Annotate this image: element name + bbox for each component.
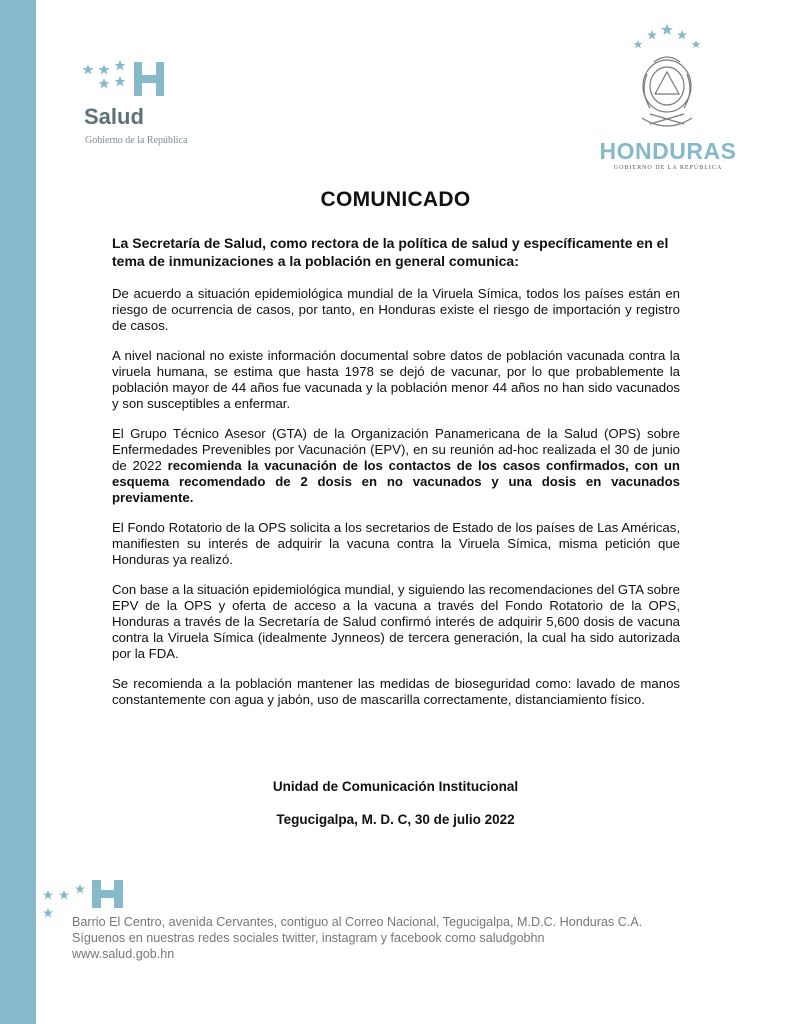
honduras-logo xyxy=(588,22,748,177)
brand-name: Salud xyxy=(84,104,144,129)
paragraph-3-text: El Grupo Técnico Asesor (GTA) de la Organización Panamericana de la Salud (OPS) sobre Enfermedades Prevenibles por Vacunación (EPV), en su reunión ad-hoc realizada el 30 de junio de 2022 xyxy=(112,426,680,473)
signing-unit: Unidad de Comunicación Institucional xyxy=(272,779,519,794)
paragraph-2: A nivel nacional no existe información documental sobre datos de población vacunada contra la viruela humana, se estima que hasta 1978 se dejó de vacunar, por lo que probablemente la población mayor de 44 años fue vacunada y la población menor 44 años no han sido vacunados y son susceptibles a enfermar. xyxy=(112,348,680,411)
footer-contact xyxy=(72,914,642,962)
footer-address: Barrio El Centro, avenida Cervantes, contiguo al Correo Nacional, Tegucigalpa, M.D.C. Honduras C.A. xyxy=(72,915,643,929)
paragraph-4: El Fondo Rotatorio de la OPS solicita a los secretarios de Estado de los países de Las Américas, manifiesten su interés de adquirir la vacuna contra la Viruela Símica, misma petición que Honduras ya realizó. xyxy=(112,520,680,567)
brand-subtitle: Gobierno de la República xyxy=(85,135,188,146)
paragraph-5: Con base a la situación epidemiológica mundial, y siguiendo las recomendaciones del GTA sobre EPV de la OPS y oferta de acceso a la vacuna a través del Fondo Rotatorio de la OPS, Honduras a través de la Secretaría de Salud confirmó interés de adquirir 5,600 dosis de vacuna contra la Viruela Símica (idealmente Jynneos) de tercera generación, la cual ha sido autorizada por la FDA. xyxy=(112,582,680,661)
coat-of-arms-icon xyxy=(612,22,722,134)
footer-website[interactable]: www.salud.gob.hn xyxy=(72,947,175,961)
salud-logo xyxy=(80,60,210,155)
country-name: HONDURAS xyxy=(599,138,737,164)
country-subtitle: GOBIERNO DE LA REPÚBLICA xyxy=(613,165,723,171)
footer-social: Síguenos en nuestras redes sociales twitter, instagram y facebook como saludgobhn xyxy=(72,931,545,945)
document-body xyxy=(112,234,680,722)
left-color-band xyxy=(0,0,36,1024)
document-title: COMUNICADO xyxy=(320,188,471,211)
lead-paragraph: La Secretaría de Salud, como rectora de la política de salud y específicamente en el tema de inmunizaciones a la población en general comunica: xyxy=(112,235,669,269)
h-logo-icon xyxy=(134,62,164,96)
paragraph-1: De acuerdo a situación epidemiológica mundial de la Viruela Símica, todos los países están en riesgo de ocurrencia de casos, por tanto, en Honduras existe el riesgo de importación y registro de casos. xyxy=(112,286,680,333)
paragraph-6: Se recomienda a la población mantener las medidas de bioseguridad como: lavado de manos constantemente con agua y jabón, uso de mascarilla correctamente, distanciamiento físico. xyxy=(112,676,680,707)
paragraph-3 xyxy=(112,426,680,506)
paragraph-3-recommendation: recomienda la vacunación de los contactos de los casos confirmados, con un esquema recomendado de 2 dosis en no vacunados y una dosis en vacunados previamente. xyxy=(112,458,680,505)
stars-icon xyxy=(80,60,140,100)
place-date: Tegucigalpa, M. D. C, 30 de julio 2022 xyxy=(276,812,515,827)
